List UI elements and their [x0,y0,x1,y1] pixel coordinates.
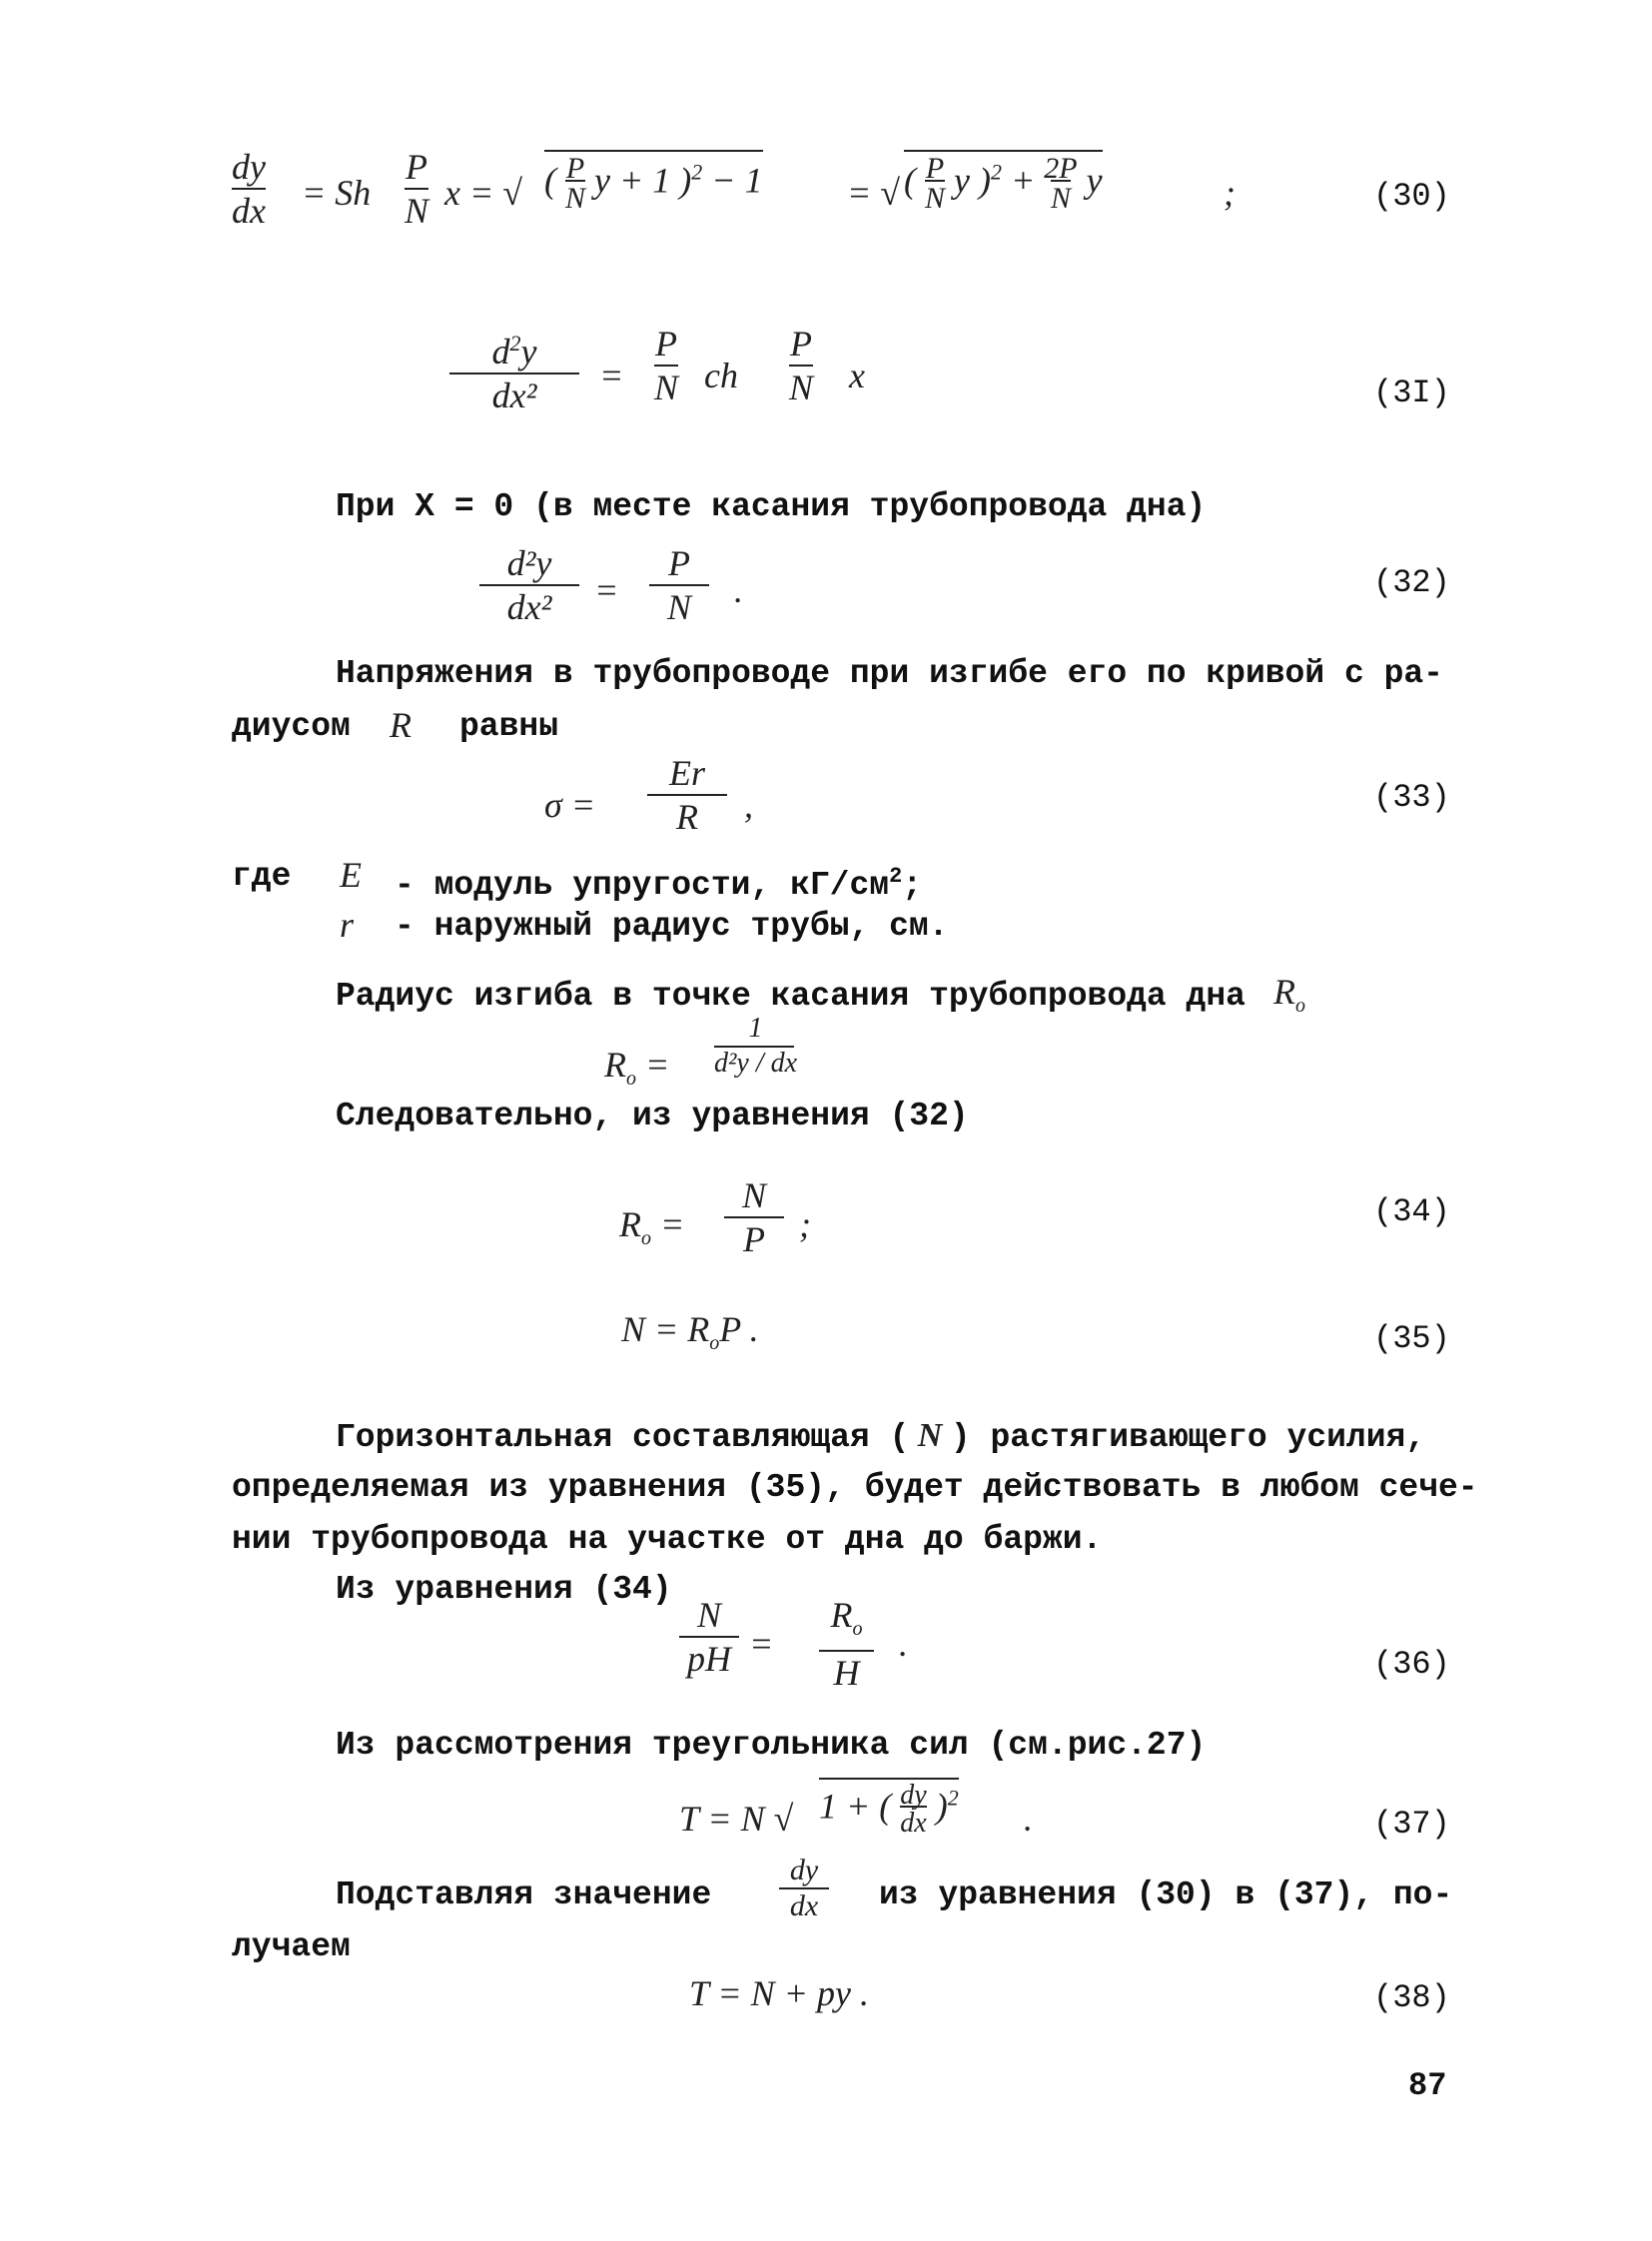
equation-number: (36) [1373,1646,1450,1683]
document-page: dy dx = Sh P N x = √ ( P N y + 1 )$^2$ − 1 = √ ( P N y )$^2$ + 2P N y ; (30) $d^2y$ dx² = P N ch P N x (3I) При X = 0 (в месте касания трубопровода дна) d²y dx² = P N . (32) Напряжения в трубопроводе при изгибе его по кривой с ра- диусом R равны σ = Er R , (33) где E - модуль упругости, $кГ/см^2$; r - наружный радиус трубы, см. Радиус изгиба в точке касания трубопровода дна $R_o$ $R_o$ = 1 d²y / dx Следовательно, из уравнения (32) $R_o$ = N P ; (34) $N = R_oP$ . (35) Горизонтальная составляющая ( N ) растягивающего усилия, определяемая из уравнения (35), будет действовать в любом сече- нии трубопровода на участке от дна до баржи. Из уравнения (34) N pH = $R_o$ H . (36) Из рассмотрения треугольника сил (см.рис.27) T = N √ 1 + ( dy dx )$^2$ . (37) Подставляя значение dy dx из уравнения (30) в (37), по- лучаем T = N + py . (38) 87 [232,147,1478,2104]
text-line: нии трубопровода на участке от дна до баржи. [232,1521,1103,1558]
text-line: где [232,858,292,895]
text-line: Горизонтальная составляющая ( N ) растягивающего усилия, [336,1417,1426,1456]
page-number: 87 [1408,2067,1447,2104]
text-line: равны [459,708,559,745]
text-line: из уравнения (30) в (37), по- [879,1876,1453,1913]
text-line: Радиус изгиба в точке касания трубопровода дна [336,978,1245,1015]
inline-dy-dx: dy dx [779,1856,829,1921]
symbol-r: r [340,905,355,945]
equation-number: (35) [1373,1320,1450,1357]
equation-number: (33) [1373,779,1450,816]
equation-number: (34) [1373,1193,1450,1230]
equation-number: (30) [1373,178,1450,215]
text-line: диусом [232,708,351,745]
symbol-R0: $R_o$ [1273,972,1305,1018]
text-line: Из рассмотрения треугольника сил (см.рис.27) [336,1727,1207,1764]
equation-number: (37) [1373,1806,1450,1843]
text-line: Подставляя значение [336,1876,712,1913]
symbol-E: E [340,855,362,895]
text-line: Из уравнения (34) [336,1571,672,1608]
text-line: Напряжения в трубопроводе при изгибе его по кривой с ра- [336,655,1443,692]
text-line: определяемая из уравнения (35), будет действовать в любом сече- [232,1469,1478,1506]
text-line: - наружный радиус трубы, см. [395,908,949,945]
text-line: При X = 0 (в месте касания трубопровода дна) [336,488,1207,525]
symbol-R: R [390,705,412,745]
text-line: - модуль упругости, $кГ/см^2$; [395,864,923,904]
equation-number: (38) [1373,1979,1450,2016]
equation-number: (3I) [1373,374,1450,411]
text-line: лучаем [232,1928,351,1965]
text-line: Следовательно, из уравнения (32) [336,1098,969,1134]
equation-number: (32) [1373,564,1450,601]
